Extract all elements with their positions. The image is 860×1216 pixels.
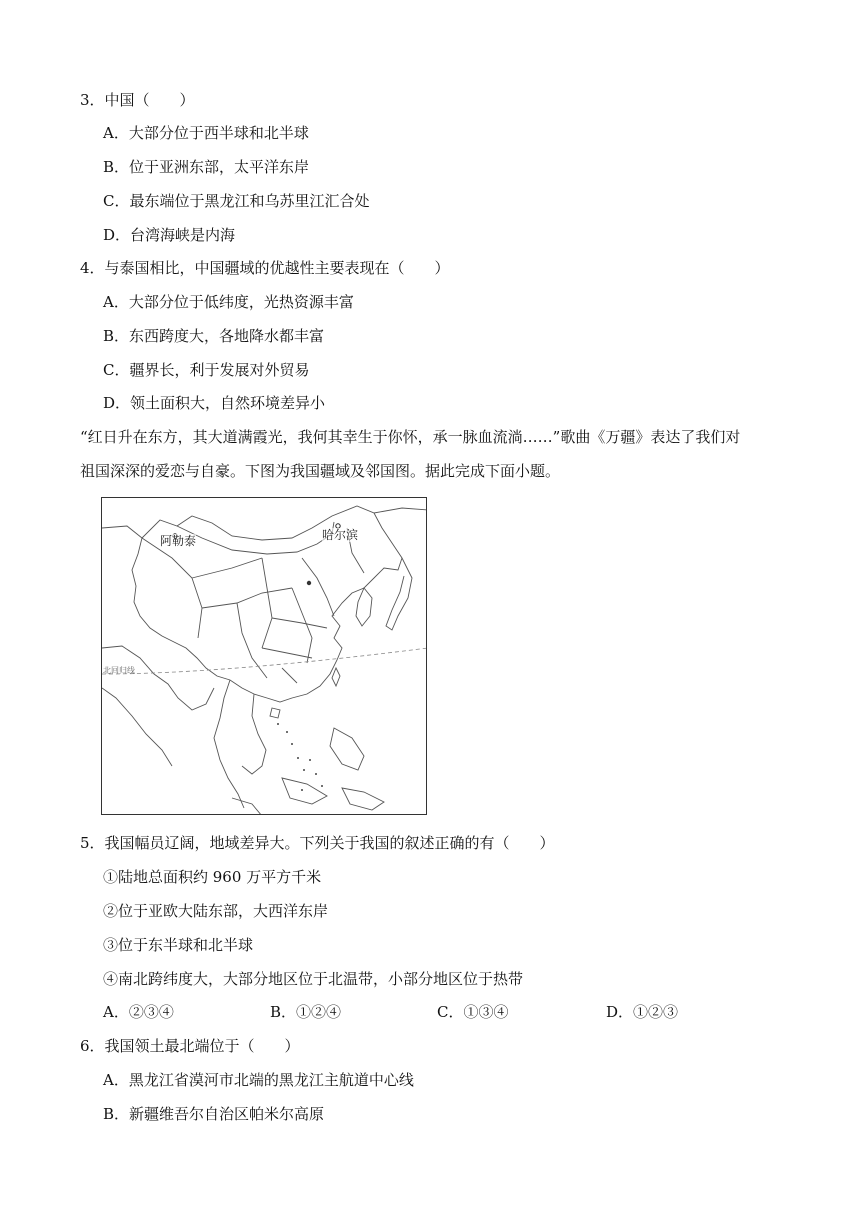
map-label-tropic-of-cancer: 北回归线: [103, 666, 135, 675]
question-5-statement-2: ②位于亚欧大陆东部，大西洋东岸: [103, 902, 329, 920]
question-4-option-b: B．东西跨度大，各地降水都丰富: [103, 327, 325, 345]
map-label-aletai: 阿勒泰: [160, 534, 197, 548]
map-drawing: [102, 498, 427, 815]
map-label-haerbin: 哈尔滨: [322, 528, 359, 542]
question-5-statement-1: ①陆地总面积约 960 万平方千米: [103, 868, 322, 886]
passage-line-2: 祖国深深的爱恋与自豪。下图为我国疆域及邻国图。据此完成下面小题。: [80, 462, 561, 480]
question-5-choice-a: A．②③④: [103, 1003, 174, 1021]
question-3-option-c: C．最东端位于黑龙江和乌苏里江汇合处: [103, 192, 370, 210]
question-6-option-a: A．黑龙江省漠河市北端的黑龙江主航道中心线: [103, 1071, 414, 1089]
question-4-option-d: D．领土面积大，自然环境差异小: [103, 394, 326, 412]
question-3-stem: 3．中国（ ）: [80, 91, 195, 109]
question-4-option-c: C．疆界长，利于发展对外贸易: [103, 361, 310, 379]
question-3-option-a: A．大部分位于西半球和北半球: [103, 124, 309, 142]
question-5-choice-d: D．①②③: [606, 1003, 679, 1021]
question-5-statement-3: ③位于东半球和北半球: [103, 936, 254, 954]
question-6-option-b: B．新疆维吾尔自治区帕米尔高原: [103, 1105, 325, 1123]
question-3-option-b: B．位于亚洲东部，太平洋东岸: [103, 158, 310, 176]
passage-line-1: “红日升在东方，其大道满霞光，我何其幸生于你怀，承一脉血流淌……”歌曲《万疆》表达了我们对: [80, 428, 741, 446]
question-4-option-a: A．大部分位于低纬度，光热资源丰富: [103, 293, 354, 311]
question-5-choice-c: C．①③④: [437, 1003, 509, 1021]
question-3-option-d: D．台湾海峡是内海: [103, 226, 236, 244]
question-5-stem: 5．我国幅员辽阔，地域差异大。下列关于我国的叙述正确的有（ ）: [80, 834, 555, 852]
territory-map: [101, 497, 427, 815]
question-5-statement-4: ④南北跨纬度大，大部分地区位于北温带，小部分地区位于热带: [103, 970, 524, 988]
question-6-stem: 6．我国领土最北端位于（ ）: [80, 1037, 300, 1055]
question-4-stem: 4．与泰国相比，中国疆域的优越性主要表现在（ ）: [80, 259, 450, 277]
question-5-choice-b: B．①②④: [270, 1003, 342, 1021]
